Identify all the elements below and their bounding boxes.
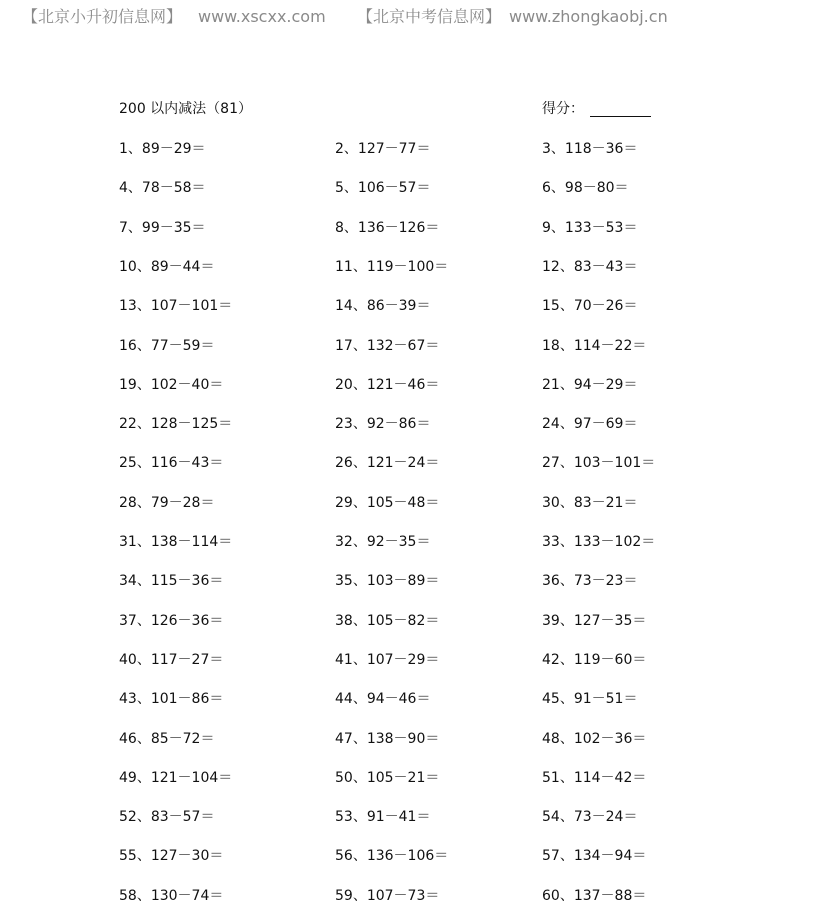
problem-item: 39、127－35＝ — [542, 613, 647, 629]
problem-item: 42、119－60＝ — [542, 652, 647, 668]
problem-item: 8、136－126＝ — [335, 220, 440, 236]
problem-item: 49、121－104＝ — [119, 770, 233, 786]
problem-item: 59、107－73＝ — [335, 888, 440, 904]
problem-item: 17、132－67＝ — [335, 338, 440, 354]
problem-item: 3、118－36＝ — [542, 141, 638, 157]
problem-item: 56、136－106＝ — [335, 848, 449, 864]
problem-row — [0, 492, 824, 514]
problem-item: 27、103－101＝ — [542, 455, 656, 471]
problem-row — [0, 885, 824, 907]
problem-item: 58、130－74＝ — [119, 888, 224, 904]
problem-item: 37、126－36＝ — [119, 613, 224, 629]
problem-row — [0, 570, 824, 592]
site1-name: 【北京小升初信息网】 — [22, 7, 183, 26]
problem-item: 44、94－46＝ — [335, 691, 431, 707]
problem-item: 11、119－100＝ — [335, 259, 449, 275]
problem-item: 1、89－29＝ — [119, 141, 206, 157]
problem-item: 32、92－35＝ — [335, 534, 431, 550]
problem-item: 15、70－26＝ — [542, 298, 638, 314]
page-header — [0, 4, 824, 30]
problem-item: 48、102－36＝ — [542, 731, 647, 747]
problem-item: 46、85－72＝ — [119, 731, 215, 747]
problem-item: 7、99－35＝ — [119, 220, 206, 236]
problem-item: 45、91－51＝ — [542, 691, 638, 707]
problem-item: 53、91－41＝ — [335, 809, 431, 825]
problem-row — [0, 767, 824, 789]
problem-item: 28、79－28＝ — [119, 495, 215, 511]
problem-item: 43、101－86＝ — [119, 691, 224, 707]
problem-item: 2、127－77＝ — [335, 141, 431, 157]
problem-row — [0, 413, 824, 435]
problem-item: 16、77－59＝ — [119, 338, 215, 354]
problem-row — [0, 256, 824, 278]
problem-item: 18、114－22＝ — [542, 338, 647, 354]
problem-row — [0, 374, 824, 396]
problem-item: 6、98－80＝ — [542, 180, 629, 196]
problem-item: 10、89－44＝ — [119, 259, 215, 275]
problem-item: 14、86－39＝ — [335, 298, 431, 314]
problem-item: 50、105－21＝ — [335, 770, 440, 786]
problem-item: 38、105－82＝ — [335, 613, 440, 629]
problem-item: 34、115－36＝ — [119, 573, 224, 589]
problem-item: 13、107－101＝ — [119, 298, 233, 314]
problem-item: 55、127－30＝ — [119, 848, 224, 864]
problem-item: 23、92－86＝ — [335, 416, 431, 432]
worksheet-title: 200 以内减法（81） — [119, 101, 252, 117]
problem-item: 31、138－114＝ — [119, 534, 233, 550]
problem-item: 35、103－89＝ — [335, 573, 440, 589]
problem-item: 4、78－58＝ — [119, 180, 206, 196]
problem-row — [0, 531, 824, 553]
problem-row — [0, 610, 824, 632]
score-blank-line — [590, 116, 651, 117]
problem-item: 21、94－29＝ — [542, 377, 638, 393]
problem-item: 47、138－90＝ — [335, 731, 440, 747]
problem-item: 51、114－42＝ — [542, 770, 647, 786]
problem-item: 57、134－94＝ — [542, 848, 647, 864]
problem-row — [0, 688, 824, 710]
worksheet-title-row — [0, 99, 824, 119]
problem-item: 30、83－21＝ — [542, 495, 638, 511]
problem-row — [0, 728, 824, 750]
problem-item: 40、117－27＝ — [119, 652, 224, 668]
problem-row — [0, 649, 824, 671]
problem-item: 60、137－88＝ — [542, 888, 647, 904]
problem-row — [0, 217, 824, 239]
problem-item: 12、83－43＝ — [542, 259, 638, 275]
problem-row — [0, 335, 824, 357]
problem-item: 29、105－48＝ — [335, 495, 440, 511]
problem-item: 54、73－24＝ — [542, 809, 638, 825]
problem-row — [0, 452, 824, 474]
problem-item: 9、133－53＝ — [542, 220, 638, 236]
problem-item: 5、106－57＝ — [335, 180, 431, 196]
problem-row — [0, 138, 824, 160]
score-label: 得分： — [542, 101, 584, 117]
problem-item: 22、128－125＝ — [119, 416, 233, 432]
problem-item: 41、107－29＝ — [335, 652, 440, 668]
problem-item: 36、73－23＝ — [542, 573, 638, 589]
problem-item: 33、133－102＝ — [542, 534, 656, 550]
problem-item: 24、97－69＝ — [542, 416, 638, 432]
problem-item: 52、83－57＝ — [119, 809, 215, 825]
problem-item: 20、121－46＝ — [335, 377, 440, 393]
problem-row — [0, 845, 824, 867]
site1-url: www.xscxx.com — [198, 7, 326, 26]
problem-item: 26、121－24＝ — [335, 455, 440, 471]
problem-item: 25、116－43＝ — [119, 455, 224, 471]
site2-name: 【北京中考信息网】 — [357, 7, 502, 26]
problem-item: 19、102－40＝ — [119, 377, 224, 393]
site2-url: www.zhongkaobj.cn — [509, 7, 668, 26]
problem-row — [0, 177, 824, 199]
problem-row — [0, 806, 824, 828]
problem-row — [0, 295, 824, 317]
